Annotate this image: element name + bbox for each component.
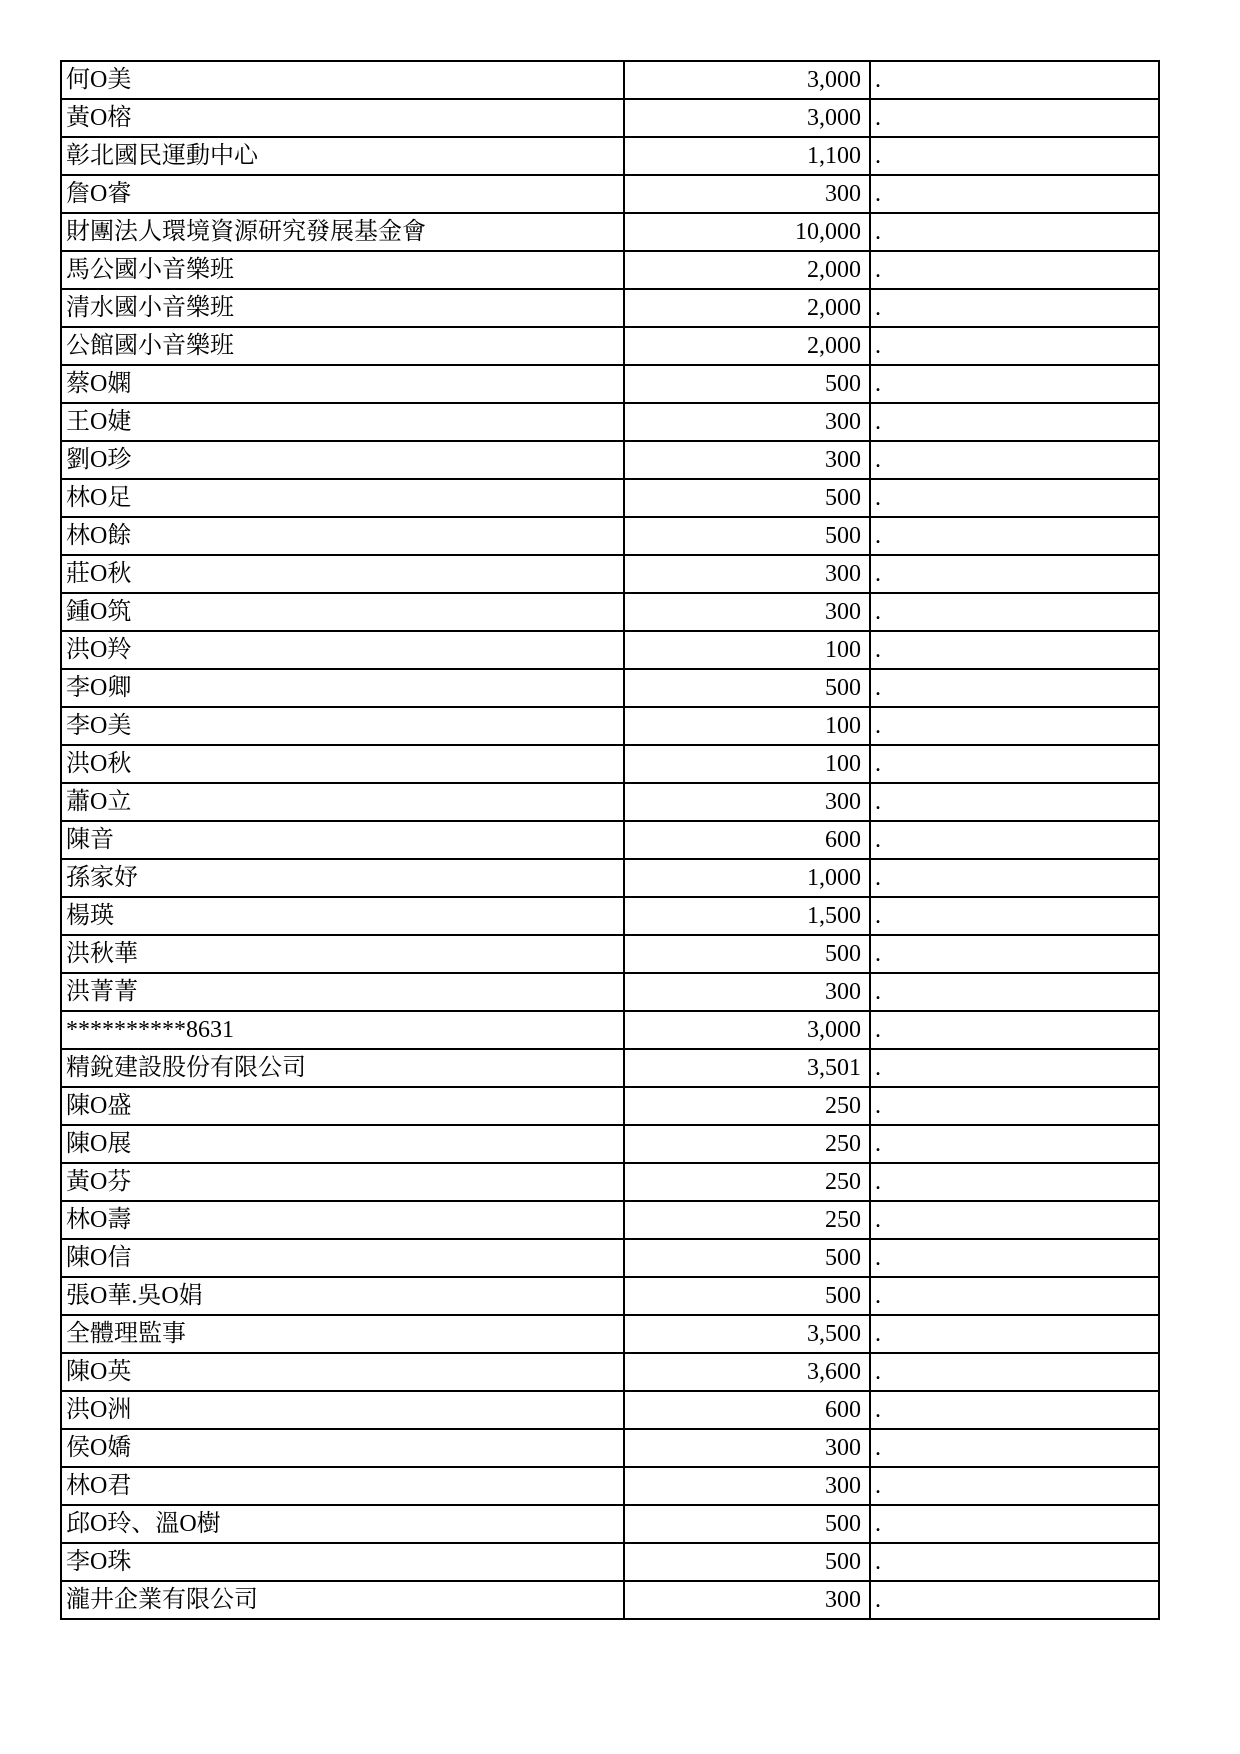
- table-row: [61, 821, 1159, 859]
- amount-cell: 500: [624, 479, 870, 517]
- table-row: [61, 137, 1159, 175]
- amount-cell: 3,000: [624, 61, 870, 99]
- donor-name-cell: 黃O芬: [61, 1163, 624, 1201]
- amount-cell: 500: [624, 517, 870, 555]
- note-cell: .: [870, 61, 1159, 99]
- donor-name-cell: 蕭O立: [61, 783, 624, 821]
- note-cell: .: [870, 213, 1159, 251]
- note-cell: .: [870, 745, 1159, 783]
- amount-cell: 3,500: [624, 1315, 870, 1353]
- donor-name-cell: 林O餘: [61, 517, 624, 555]
- note-cell: .: [870, 1049, 1159, 1087]
- amount-cell: 500: [624, 1505, 870, 1543]
- note-cell: .: [870, 1315, 1159, 1353]
- table-row: [61, 593, 1159, 631]
- table-row: [61, 213, 1159, 251]
- note-cell: .: [870, 1543, 1159, 1581]
- table-row: [61, 1239, 1159, 1277]
- donor-name-cell: 孫家妤: [61, 859, 624, 897]
- table-row: [61, 935, 1159, 973]
- donor-name-cell: 洪O秋: [61, 745, 624, 783]
- donor-name-cell: 公館國小音樂班: [61, 327, 624, 365]
- note-cell: .: [870, 1125, 1159, 1163]
- amount-cell: 300: [624, 555, 870, 593]
- amount-cell: 500: [624, 1277, 870, 1315]
- donor-name-cell: 劉O珍: [61, 441, 624, 479]
- donor-name-cell: 陳音: [61, 821, 624, 859]
- amount-cell: 300: [624, 783, 870, 821]
- table-row: [61, 1201, 1159, 1239]
- table-row: [61, 707, 1159, 745]
- note-cell: .: [870, 1011, 1159, 1049]
- donor-name-cell: 何O美: [61, 61, 624, 99]
- amount-cell: 500: [624, 1543, 870, 1581]
- table-row: [61, 859, 1159, 897]
- note-cell: .: [870, 365, 1159, 403]
- donor-name-cell: 洪O洲: [61, 1391, 624, 1429]
- note-cell: .: [870, 403, 1159, 441]
- donor-name-cell: 詹O睿: [61, 175, 624, 213]
- donor-name-cell: **********8631: [61, 1011, 624, 1049]
- table-row: [61, 1391, 1159, 1429]
- donor-name-cell: 楊瑛: [61, 897, 624, 935]
- table-row: [61, 555, 1159, 593]
- amount-cell: 300: [624, 441, 870, 479]
- amount-cell: 500: [624, 935, 870, 973]
- note-cell: .: [870, 631, 1159, 669]
- note-cell: .: [870, 1239, 1159, 1277]
- amount-cell: 250: [624, 1087, 870, 1125]
- amount-cell: 250: [624, 1201, 870, 1239]
- donation-table: [60, 60, 1160, 1620]
- note-cell: .: [870, 1163, 1159, 1201]
- table-row: [61, 1581, 1159, 1619]
- table-row: [61, 1125, 1159, 1163]
- note-cell: .: [870, 1505, 1159, 1543]
- table-row: [61, 517, 1159, 555]
- note-cell: .: [870, 1087, 1159, 1125]
- donor-name-cell: 財團法人環境資源研究發展基金會: [61, 213, 624, 251]
- donor-name-cell: 李O卿: [61, 669, 624, 707]
- amount-cell: 250: [624, 1163, 870, 1201]
- table-row: [61, 973, 1159, 1011]
- donor-name-cell: 瀧井企業有限公司: [61, 1581, 624, 1619]
- amount-cell: 600: [624, 1391, 870, 1429]
- table-row: [61, 1163, 1159, 1201]
- table-row: [61, 1467, 1159, 1505]
- table-row: [61, 1353, 1159, 1391]
- donor-name-cell: 陳O英: [61, 1353, 624, 1391]
- table-row: [61, 175, 1159, 213]
- donor-name-cell: 清水國小音樂班: [61, 289, 624, 327]
- note-cell: .: [870, 517, 1159, 555]
- note-cell: .: [870, 707, 1159, 745]
- note-cell: .: [870, 99, 1159, 137]
- amount-cell: 3,501: [624, 1049, 870, 1087]
- donor-name-cell: 洪秋華: [61, 935, 624, 973]
- table-row: [61, 1543, 1159, 1581]
- note-cell: .: [870, 479, 1159, 517]
- donor-name-cell: 陳O盛: [61, 1087, 624, 1125]
- note-cell: .: [870, 1277, 1159, 1315]
- donor-name-cell: 全體理監事: [61, 1315, 624, 1353]
- note-cell: .: [870, 555, 1159, 593]
- table-row: [61, 251, 1159, 289]
- table-row: [61, 479, 1159, 517]
- amount-cell: 100: [624, 631, 870, 669]
- table-row: [61, 1505, 1159, 1543]
- table-row: [61, 61, 1159, 99]
- donor-name-cell: 洪O羚: [61, 631, 624, 669]
- donor-name-cell: 王O婕: [61, 403, 624, 441]
- note-cell: .: [870, 897, 1159, 935]
- amount-cell: 300: [624, 1581, 870, 1619]
- table-row: [61, 441, 1159, 479]
- donor-name-cell: 彰北國民運動中心: [61, 137, 624, 175]
- donor-name-cell: 莊O秋: [61, 555, 624, 593]
- amount-cell: 2,000: [624, 251, 870, 289]
- note-cell: .: [870, 1581, 1159, 1619]
- donor-name-cell: 陳O展: [61, 1125, 624, 1163]
- table-row: [61, 631, 1159, 669]
- donor-name-cell: 精銳建設股份有限公司: [61, 1049, 624, 1087]
- note-cell: .: [870, 289, 1159, 327]
- note-cell: .: [870, 1467, 1159, 1505]
- amount-cell: 100: [624, 745, 870, 783]
- donor-name-cell: 林O足: [61, 479, 624, 517]
- amount-cell: 300: [624, 175, 870, 213]
- donation-table-body: [61, 61, 1159, 1619]
- amount-cell: 3,600: [624, 1353, 870, 1391]
- donor-name-cell: 邱O玲、溫O樹: [61, 1505, 624, 1543]
- note-cell: .: [870, 1391, 1159, 1429]
- donor-name-cell: 黃O榕: [61, 99, 624, 137]
- donor-name-cell: 鍾O筑: [61, 593, 624, 631]
- donor-name-cell: 馬公國小音樂班: [61, 251, 624, 289]
- table-row: [61, 289, 1159, 327]
- amount-cell: 3,000: [624, 1011, 870, 1049]
- table-row: [61, 365, 1159, 403]
- donor-name-cell: 李O珠: [61, 1543, 624, 1581]
- table-row: [61, 669, 1159, 707]
- donor-name-cell: 林O壽: [61, 1201, 624, 1239]
- note-cell: .: [870, 783, 1159, 821]
- table-row: [61, 745, 1159, 783]
- table-row: [61, 1087, 1159, 1125]
- table-row: [61, 99, 1159, 137]
- donor-name-cell: 洪菁菁: [61, 973, 624, 1011]
- table-row: [61, 783, 1159, 821]
- donor-name-cell: 蔡O嫻: [61, 365, 624, 403]
- amount-cell: 300: [624, 593, 870, 631]
- amount-cell: 300: [624, 1467, 870, 1505]
- note-cell: .: [870, 821, 1159, 859]
- amount-cell: 300: [624, 973, 870, 1011]
- note-cell: .: [870, 669, 1159, 707]
- table-row: [61, 1049, 1159, 1087]
- amount-cell: 300: [624, 403, 870, 441]
- amount-cell: 10,000: [624, 213, 870, 251]
- amount-cell: 3,000: [624, 99, 870, 137]
- note-cell: .: [870, 1353, 1159, 1391]
- table-row: [61, 403, 1159, 441]
- donor-name-cell: 張O華.吳O娟: [61, 1277, 624, 1315]
- donor-name-cell: 林O君: [61, 1467, 624, 1505]
- amount-cell: 500: [624, 365, 870, 403]
- donor-name-cell: 李O美: [61, 707, 624, 745]
- note-cell: .: [870, 251, 1159, 289]
- table-row: [61, 897, 1159, 935]
- amount-cell: 1,000: [624, 859, 870, 897]
- amount-cell: 500: [624, 1239, 870, 1277]
- table-row: [61, 1277, 1159, 1315]
- note-cell: .: [870, 1429, 1159, 1467]
- note-cell: .: [870, 593, 1159, 631]
- amount-cell: 600: [624, 821, 870, 859]
- table-row: [61, 327, 1159, 365]
- amount-cell: 100: [624, 707, 870, 745]
- note-cell: .: [870, 859, 1159, 897]
- table-row: [61, 1315, 1159, 1353]
- amount-cell: 1,100: [624, 137, 870, 175]
- amount-cell: 300: [624, 1429, 870, 1467]
- amount-cell: 500: [624, 669, 870, 707]
- donor-name-cell: 陳O信: [61, 1239, 624, 1277]
- note-cell: .: [870, 973, 1159, 1011]
- note-cell: .: [870, 1201, 1159, 1239]
- note-cell: .: [870, 327, 1159, 365]
- amount-cell: 250: [624, 1125, 870, 1163]
- donor-name-cell: 侯O嬌: [61, 1429, 624, 1467]
- note-cell: .: [870, 175, 1159, 213]
- note-cell: .: [870, 935, 1159, 973]
- note-cell: .: [870, 441, 1159, 479]
- table-row: [61, 1011, 1159, 1049]
- amount-cell: 2,000: [624, 289, 870, 327]
- table-row: [61, 1429, 1159, 1467]
- amount-cell: 2,000: [624, 327, 870, 365]
- note-cell: .: [870, 137, 1159, 175]
- amount-cell: 1,500: [624, 897, 870, 935]
